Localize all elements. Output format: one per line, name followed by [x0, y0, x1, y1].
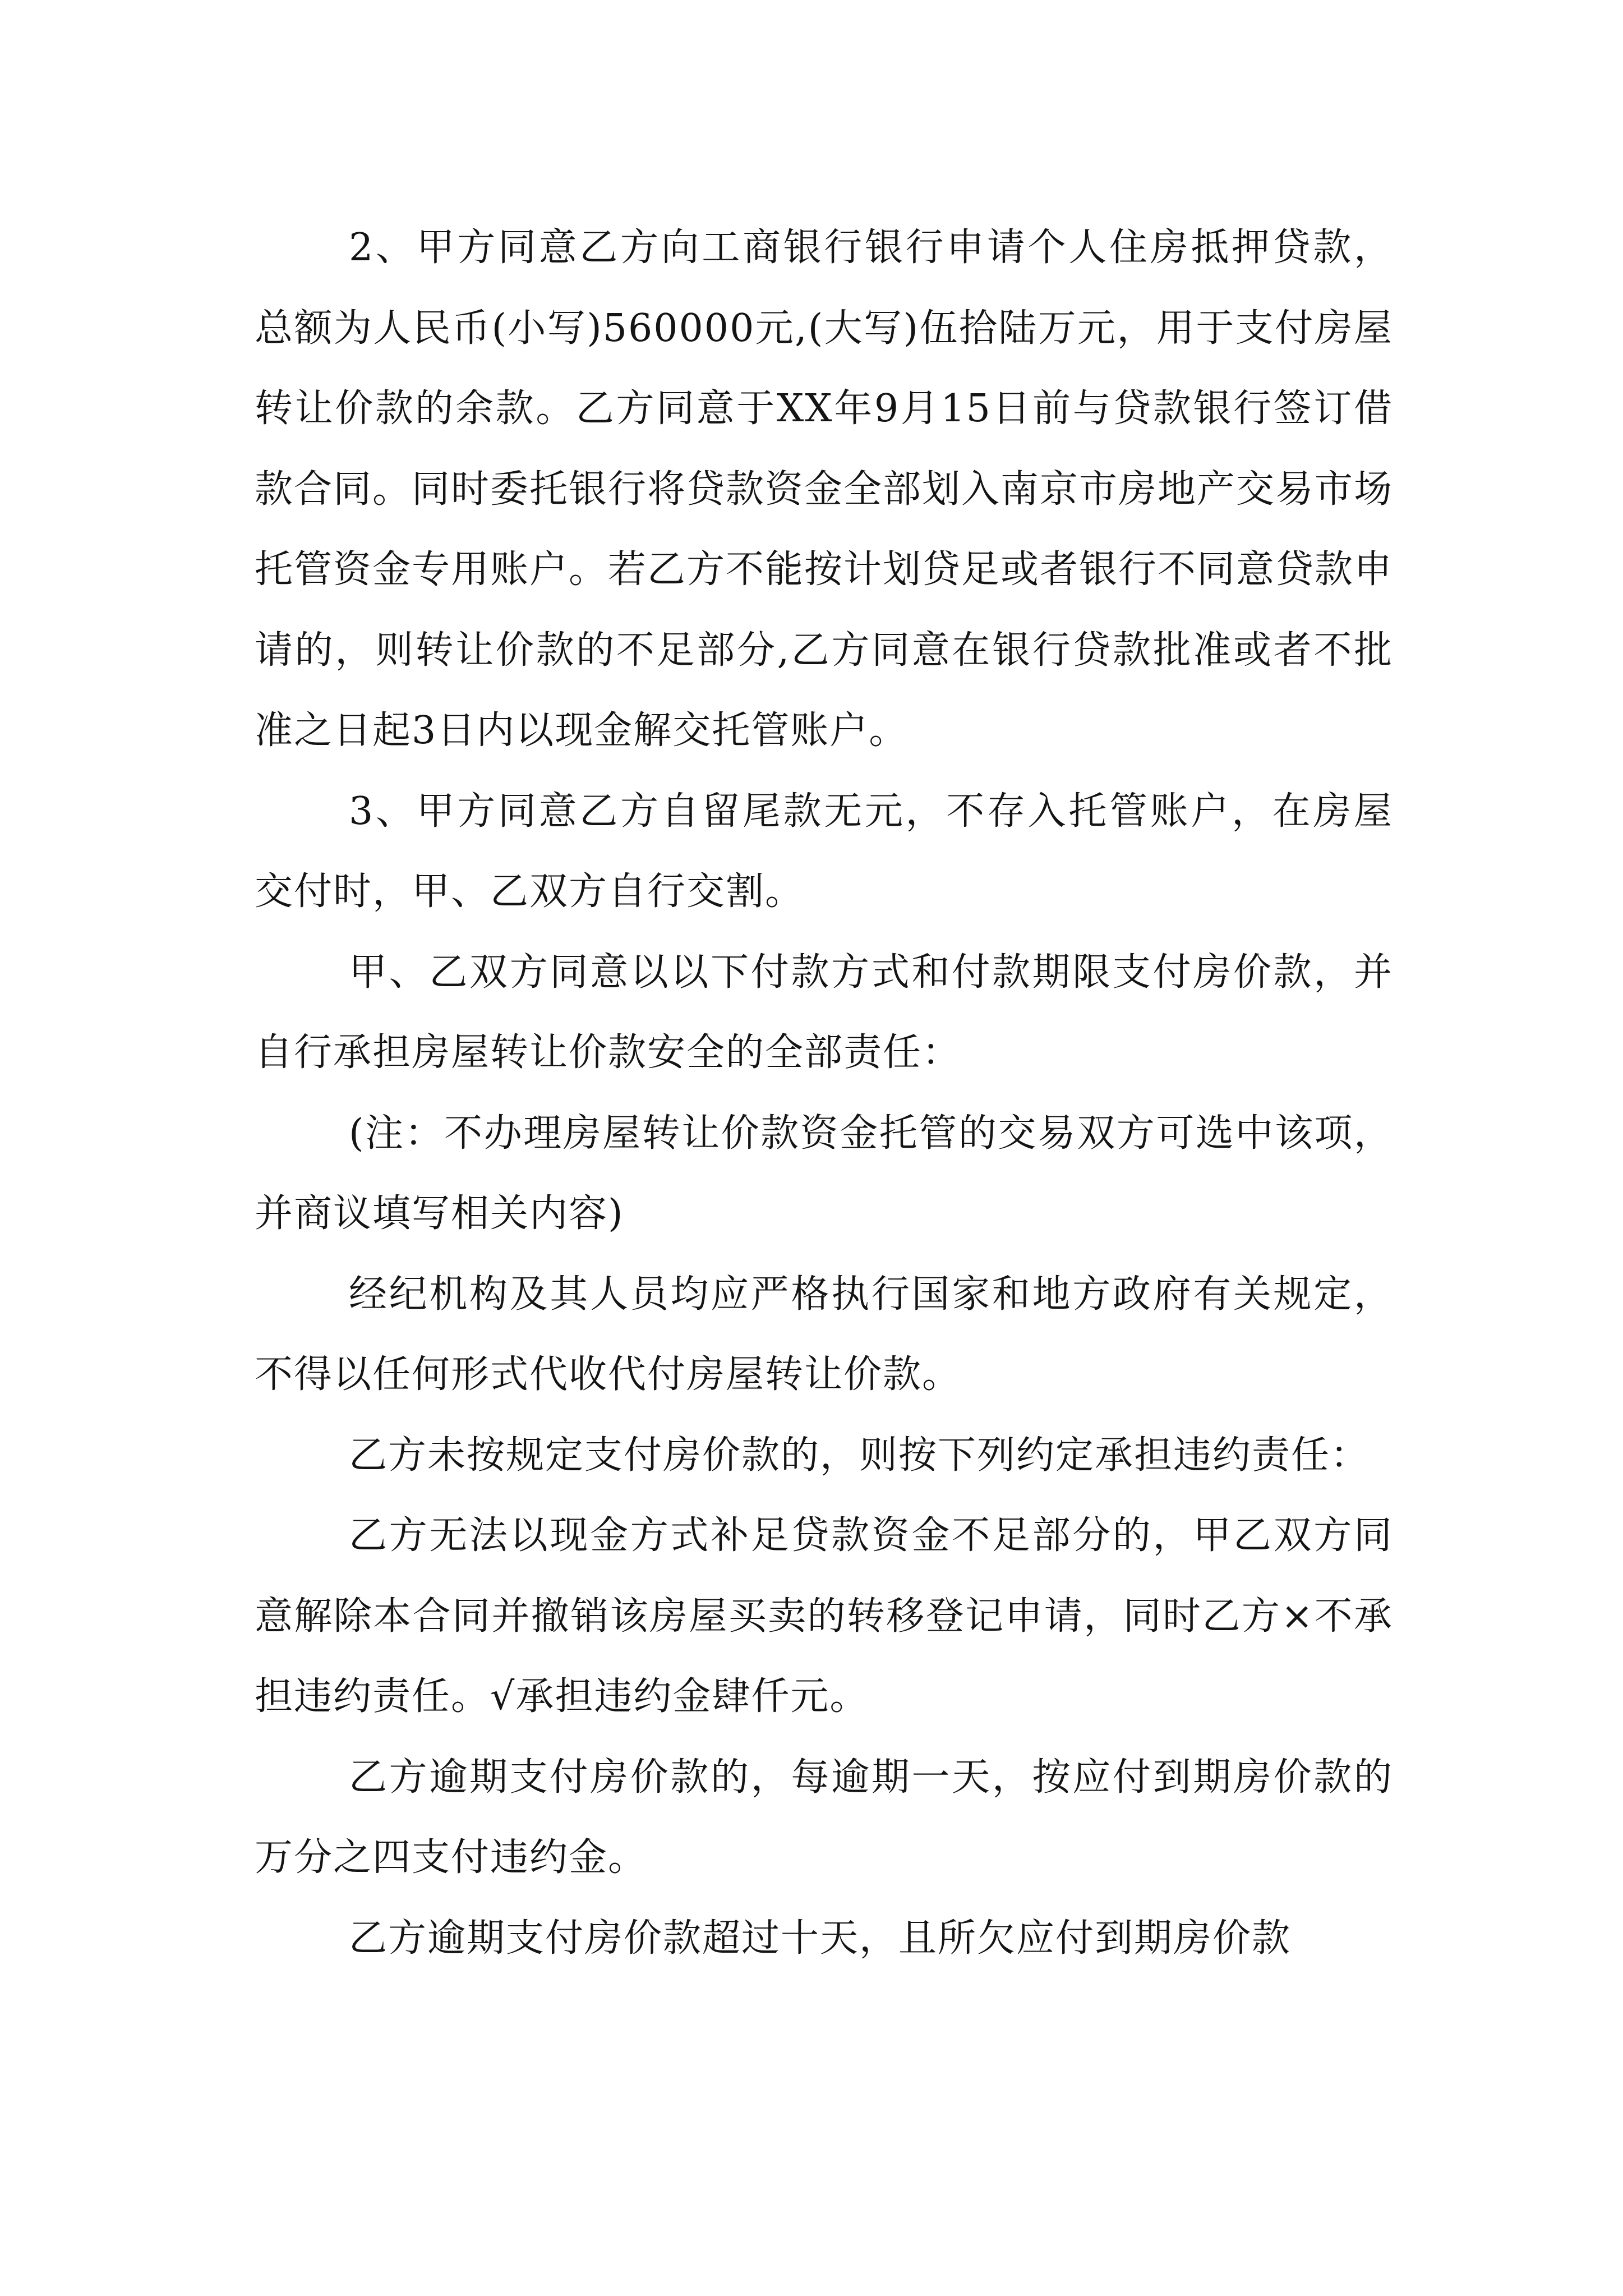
paragraph-retained-balance: 3、甲方同意乙方自留尾款无元，不存入托管账户，在房屋交付时，甲、乙双方自行交割。: [255, 789, 1393, 914]
paragraph-loan-application: 2、甲方同意乙方向工商银行银行申请个人住房抵押贷款，总额为人民币(小写)560000元,(大写)伍拾陆万元，用于支付房屋转让价款的余款。乙方同意于XX年9月15日前与贷款银行签订借款合同。同时委托银行将贷款资金全部划入南京市房地产交易市场托管资金专用账户。若乙方不能按计划贷足或者银行不同意贷款申请的，则转让价款的不足部分,乙方同意在银行贷款批准或者不批准之日起3日内以现金解交托管账户。: [255, 226, 1394, 753]
paragraph-overdue-ten-days: 乙方逾期支付房价款超过十天，且所欠应付到期房价款: [349, 1916, 1292, 1961]
paragraph-payment-method: 甲、乙双方同意以以下付款方式和付款期限支付房价款，并自行承担房屋转让价款安全的全部责任：: [255, 950, 1393, 1075]
paragraph-breach-cash: 乙方无法以现金方式补足贷款资金不足部分的，甲乙双方同意解除本合同并撤销该房屋买卖的转移登记申请，同时乙方×不承担违约责任。√承担违约金肆仟元。: [255, 1513, 1393, 1719]
paragraph-agency-rules: 经纪机构及其人员均应严格执行国家和地方政府有关规定，不得以任何形式代收代付房屋转让价款。: [255, 1272, 1393, 1397]
document-body: [255, 208, 1393, 1978]
paragraph-note: (注：不办理房屋转让价款资金托管的交易双方可选中该项，并商议填写相关内容): [255, 1111, 1393, 1236]
paragraph-breach-intro: 乙方未按规定支付房价款的，则按下列约定承担违约责任：: [349, 1433, 1370, 1478]
paragraph-late-payment: 乙方逾期支付房价款的，每逾期一天，按应付到期房价款的万分之四支付违约金。: [255, 1755, 1393, 1880]
